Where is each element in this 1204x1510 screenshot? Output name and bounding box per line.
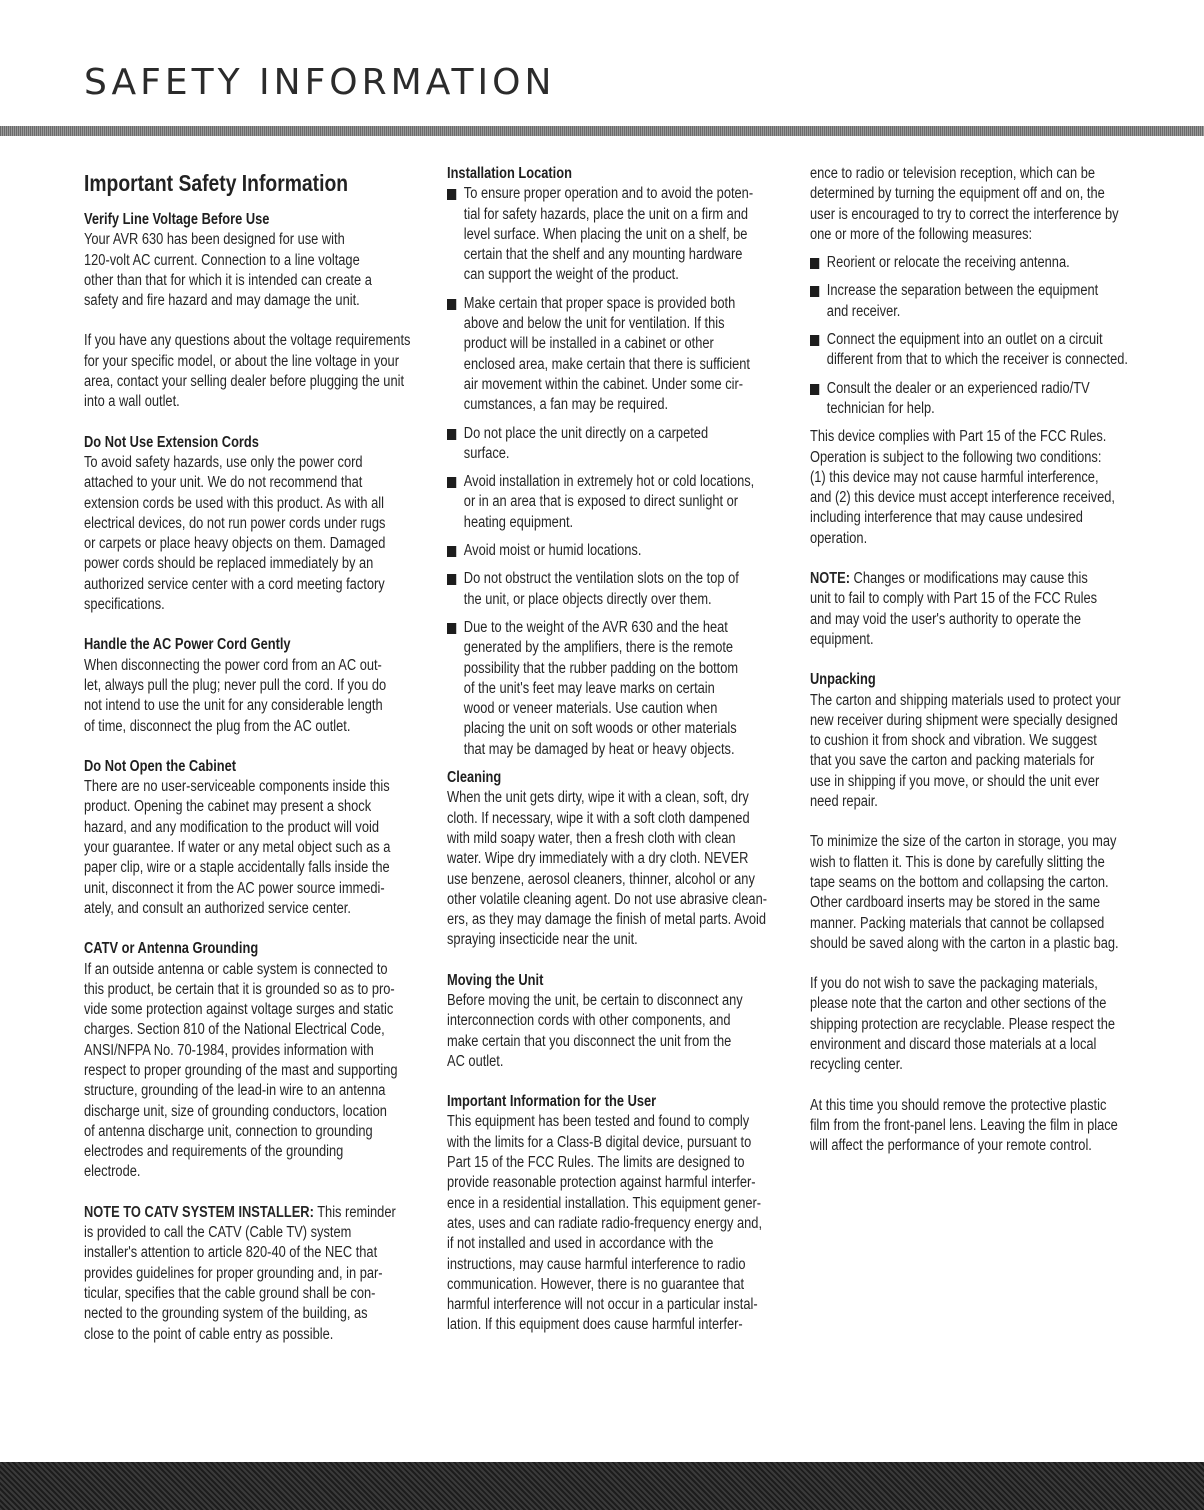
paragraph [84,656,413,737]
text-line: If an outside antenna or cable system is connected to [84,960,388,978]
text-line: This device complies with Part 15 of the FCC Rules. [810,428,1107,446]
note-label: NOTE: [810,570,850,588]
text-line: nected to the grounding system of the building, as [84,1305,368,1323]
header-rule [0,126,1204,136]
text-line: charges. Section 810 of the National Electrical Code, [84,1021,385,1039]
bullet-text-line: different from that to which the receiver is connected. [826,351,1128,369]
text-line: to cushion it from shock and vibration. We suggest [810,732,1097,750]
text-line: if not installed and used in accordance with the [447,1235,714,1253]
text-line: film from the front-panel lens. Leaving the film in place [810,1116,1118,1134]
paragraph [84,230,413,311]
bullet-text-line: of the unit's feet may leave marks on certain [463,679,715,697]
paragraph [810,1096,1139,1157]
text-line: safety and fire hazard and may damage the unit. [84,292,360,310]
bullet-item [810,281,1139,322]
text-line: ately, and consult an authorized service center. [84,899,351,917]
text-line: that you save the carton and packing materials for [810,752,1095,770]
bullet-text-line: air movement within the cabinet. Under some cir- [463,375,744,393]
text-line: new receiver during shipment were specially designed [810,711,1118,729]
text-line: If you have any questions about the voltage requirements [84,332,411,350]
text-line: AC outlet. [447,1052,504,1070]
bullet-text-line: Make certain that proper space is provided both [463,294,736,312]
square-bullet-icon [447,623,456,634]
text-line: Other cardboard inserts may be stored in the same [810,894,1100,912]
text-line: unit, disconnect it from the AC power source immedi- [84,879,385,897]
section-heading-moving: Moving the Unit [447,971,544,989]
bullet-text-line: Do not place the unit directly on a carpeted [463,424,709,442]
section-heading-voltage: Verify Line Voltage Before Use [84,211,270,228]
bullet-item [810,379,1139,420]
section-heading-catv: CATV or Antenna Grounding [84,940,259,958]
bullet-text-line: certain that the shelf and any mounting hardware [463,246,743,264]
text-line: Part 15 of the FCC Rules. The limits are designed to [447,1154,745,1172]
text-line: of time, disconnect the plug from the AC outlet. [84,717,351,735]
bullet-text-line: Avoid moist or humid locations. [463,542,642,560]
text-line: ANSI/NFPA No. 70-1984, provides information with [84,1041,374,1059]
square-bullet-icon [810,286,819,297]
text-line: environment and discard those materials at a local [810,1035,1097,1053]
bullet-text-line: and receiver. [826,302,901,320]
bullet-text-line: Reorient or relocate the receiving antenna. [826,254,1070,272]
text-line: other volatile cleaning agent. Do not use abrasive clean- [447,890,768,908]
text-line: with mild soapy water, then a fresh cloth with clean [447,829,736,847]
text-line: your guarantee. If water or any metal object such as a [84,839,391,857]
text-line: and (2) this device must accept interference received, [810,489,1115,507]
paragraph [84,453,413,615]
text-line: ence in a residential installation. This equipment gener- [447,1194,762,1212]
square-bullet-icon [810,258,819,269]
bullet-item [810,330,1139,371]
section-heading-unpacking: Unpacking [810,671,876,689]
note-first-line: NOTE: Changes or modifications may cause this [810,570,1088,588]
bullet-text-line: Increase the separation between the equipment [826,282,1099,300]
square-bullet-icon [447,429,456,440]
text-line: harmful interference will not occur in a particular instal- [447,1296,758,1314]
text-line: one or more of the following measures: [810,225,1033,243]
text-line: electrode. [84,1163,141,1181]
text-line: including interference that may cause undesired [810,509,1083,527]
paragraph [810,427,1139,549]
column-2 [447,164,776,1336]
section-heading-power-cord: Handle the AC Power Cord Gently [84,636,291,654]
text-line: Your AVR 630 has been designed for use with [84,231,345,249]
page-title: SAFETY INFORMATION [84,62,556,103]
text-line: attached to your unit. We do not recommend that [84,474,363,492]
section-heading-extension-cords: Do Not Use Extension Cords [84,433,259,451]
text-line: equipment. [810,630,874,648]
paragraph [810,974,1139,1075]
text-line: close to the point of cable entry as possible. [84,1325,334,1343]
paragraph [84,960,413,1183]
bullet-text-line: possibility that the rubber padding on the bottom [463,659,739,677]
section-heading-user-info: Important Information for the User [447,1093,657,1111]
text-line: use in shipping if you move, or should the unit ever [810,772,1100,790]
text-line: need repair. [810,793,878,811]
bullet-text-line: surface. [463,444,510,462]
note-first-line: NOTE TO CATV SYSTEM INSTALLER: This reminder [84,1203,396,1221]
text-line: water. Wipe dry immediately with a dry cloth. NEVER [447,850,749,868]
section-heading-cleaning: Cleaning [447,769,502,787]
bullet-list-installation [447,184,776,760]
square-bullet-icon [447,299,456,310]
text-line: use benzene, aerosol cleaners, thinner, alcohol or any [447,870,755,888]
text-line: respect to proper grounding of the mast and supporting [84,1061,398,1079]
text-line: ticular, specifies that the cable ground shall be con- [84,1284,376,1302]
text-line: The carton and shipping materials used to protect your [810,691,1121,709]
text-line: unit to fail to comply with Part 15 of the FCC Rules [810,590,1098,608]
text-line: manner. Packing materials that cannot be collapsed [810,914,1105,932]
bullet-text-line: technician for help. [826,399,935,417]
text-line: paper clip, wire or a staple accidentally falls inside the [84,859,390,877]
text-line: please note that the carton and other sections of the [810,995,1107,1013]
paragraph [447,1112,776,1335]
text-line: tape seams on the bottom and collapsing the carton. [810,873,1109,891]
bullet-list-measures [810,253,1139,419]
text-line: for your specific model, or about the line voltage in your [84,352,399,370]
text-line: power cords should be replaced immediately by an [84,555,374,573]
bullet-item [447,569,776,610]
bullet-item [447,472,776,533]
text-line: operation. [810,529,868,547]
square-bullet-icon [447,189,456,200]
bullet-text-line: Do not obstruct the ventilation slots on the top of [463,570,739,588]
column-1 [84,164,413,1345]
text-line: recycling center. [810,1056,903,1074]
bullet-text-line: or in an area that is exposed to direct sunlight or [463,493,739,511]
square-bullet-icon [810,335,819,346]
text-line: Before moving the unit, be certain to disconnect any [447,991,743,1009]
bullet-item [810,253,1139,273]
column-3 [810,164,1139,1156]
bullet-text-line: above and below the unit for ventilation. If this [463,315,725,333]
bullet-text-line: product will be installed in a cabinet or other [463,335,714,353]
text-line: If you do not wish to save the packaging materials, [810,975,1098,993]
text-line: discharge unit, size of grounding conductors, location [84,1102,387,1120]
text-line: make certain that you disconnect the unit from the [447,1032,732,1050]
text-line: ence to radio or television reception, which can be [810,165,1095,182]
text-line: electrical devices, do not run power cords under rugs [84,514,386,532]
text-line: authorized service center with a cord meeting factory [84,575,385,593]
text-line: should be saved along with the carton in a plastic bag. [810,934,1119,952]
text-line: (1) this device may not cause harmful interference, [810,468,1099,486]
bullet-text-line: tial for safety hazards, place the unit on a firm and [463,205,749,223]
text-line: not intend to use the unit for any considerable length [84,697,383,715]
text-line: This equipment has been tested and found to comply [447,1113,750,1131]
bullet-item [447,424,776,465]
square-bullet-icon [810,384,819,395]
text-line: instructions, may cause harmful interference to radio [447,1255,746,1273]
paragraph [810,832,1139,954]
paragraph [447,788,776,950]
text-line: shipping protection are recyclable. Please respect the [810,1015,1115,1033]
text-line: other than that for which it is intended can create a [84,271,372,289]
bullet-text-line: that may be damaged by heat or heavy objects. [463,740,735,758]
bullet-text-line: generated by the amplifiers, there is the remote [463,639,734,657]
bullet-text-line: level surface. When placing the unit on a shelf, be [463,225,748,243]
bullet-text-line: Consult the dealer or an experienced radio/TV [826,379,1090,397]
bullet-text-line: placing the unit on soft woods or other materials [463,720,737,738]
text-line: determined by turning the equipment off and on, the [810,185,1105,203]
bullet-text-line: can support the weight of the product. [463,266,679,284]
text-line: wish to flatten it. This is done by carefully slitting the [810,853,1105,871]
text-line: provide reasonable protection against harmful interfer- [447,1174,756,1192]
text-line: vide some protection against voltage surges and static [84,1001,394,1019]
bullet-text-line: enclosed area, make certain that there is sufficient [463,355,750,373]
text-line: provides guidelines for proper grounding and, in par- [84,1264,383,1282]
paragraph [810,589,1139,650]
square-bullet-icon [447,574,456,585]
bullet-text-line: Due to the weight of the AVR 630 and the heat [463,618,728,636]
text-line: is provided to call the CATV (Cable TV) system [84,1224,352,1242]
main-heading: Important Safety Information [84,170,349,196]
text-line: let, always pull the plug; never pull the cord. If you do [84,676,387,694]
text-line: spraying insecticide near the unit. [447,931,638,949]
text-line: communication. However, there is no guarantee that [447,1275,745,1293]
text-line: area, contact your selling dealer before plugging the unit [84,373,405,391]
text-line: cloth. If necessary, wipe it with a soft cloth dampened [447,809,750,827]
paragraph [810,691,1139,813]
bullet-text-line: To ensure proper operation and to avoid the poten- [463,185,754,203]
text-line: will affect the performance of your remote control. [810,1137,1092,1155]
text-line: electrodes and requirements of the grounding [84,1143,344,1161]
text-line: ers, as they may damage the finish of metal parts. Avoid [447,911,767,929]
text-line: this product, be certain that it is grounded so as to pro- [84,980,395,998]
bullet-text-line: Avoid installation in extremely hot or cold locations, [463,473,755,491]
text-line: lation. If this equipment does cause harmful interfer- [447,1316,743,1334]
bullet-text-line: Connect the equipment into an outlet on a circuit [826,331,1103,349]
square-bullet-icon [447,546,456,557]
paragraph [84,777,413,919]
square-bullet-icon [447,477,456,488]
paragraph [84,1223,413,1345]
bullet-text-line: heating equipment. [463,513,574,531]
text-line: When the unit gets dirty, wipe it with a clean, soft, dry [447,789,749,807]
paragraph [447,991,776,1072]
text-line: To avoid safety hazards, use only the power cord [84,453,363,471]
section-heading-installation: Installation Location [447,165,572,182]
text-line: product. Opening the cabinet may present a shock [84,798,372,816]
text-line: When disconnecting the power cord from an AC out- [84,656,382,674]
bullet-item [447,541,776,561]
bullet-text-line: the unit, or place objects directly over them. [463,590,712,608]
text-line: of antenna discharge unit, connection to grounding [84,1122,373,1140]
section-heading-cabinet: Do Not Open the Cabinet [84,757,237,775]
bullet-item [447,184,776,285]
text-line: and may void the user's authority to operate the [810,610,1082,628]
bullet-text-line: cumstances, a fan may be required. [463,396,669,414]
paragraph [84,331,413,412]
text-line: extension cords be used with this product. As with all [84,494,384,512]
text-line: or carpets or place heavy objects on them. Damaged [84,535,386,553]
note-label: NOTE TO CATV SYSTEM INSTALLER: [84,1203,314,1221]
text-line: To minimize the size of the carton in storage, you may [810,833,1117,851]
paragraph [810,164,1139,245]
text-line: 120-volt AC current. Connection to a line voltage [84,251,360,269]
text-line: Operation is subject to the following two conditions: [810,448,1102,466]
text-line: installer's attention to article 820-40 of the NEC that [84,1244,378,1262]
text-line: user is encouraged to try to correct the interference by [810,205,1119,223]
text-line: At this time you should remove the protective plastic [810,1096,1107,1114]
text-line: structure, grounding of the lead-in wire to an antenna [84,1082,386,1100]
bullet-item [447,618,776,760]
text-line: There are no user-serviceable components inside this [84,778,390,796]
text-line: hazard, and any modification to the product will void [84,818,379,836]
text-line: specifications. [84,596,165,614]
text-line: into a wall outlet. [84,393,180,411]
text-line: interconnection cords with other components, and [447,1012,731,1030]
text-line: ates, uses and can radiate radio-frequency energy and, [447,1214,763,1232]
bullet-text-line: wood or veneer materials. Use caution when [463,700,718,718]
footer-bar [0,1462,1204,1510]
text-line: with the limits for a Class-B digital device, pursuant to [447,1133,752,1151]
bullet-item [447,294,776,416]
